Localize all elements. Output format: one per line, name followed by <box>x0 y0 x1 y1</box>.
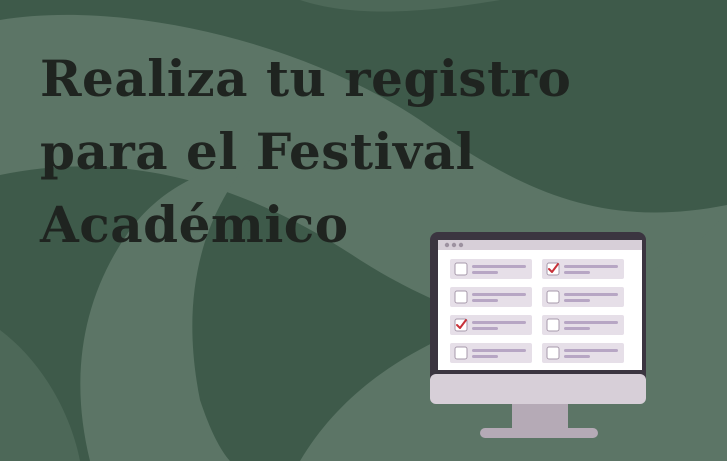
text-line <box>472 271 498 274</box>
form-checklist-item <box>542 315 624 335</box>
text-line <box>564 293 618 296</box>
text-line <box>564 265 618 268</box>
text-line <box>564 327 590 330</box>
text-line <box>564 299 590 302</box>
form-checklist-item <box>450 343 532 363</box>
headline <box>40 42 571 261</box>
form-checklist-item <box>542 259 624 279</box>
text-line <box>472 327 498 330</box>
window-dot <box>459 243 463 247</box>
text-line <box>472 265 526 268</box>
headline-line-3: Académico <box>40 195 349 254</box>
text-line <box>472 349 526 352</box>
text-line <box>472 293 526 296</box>
window-dot <box>445 243 449 247</box>
checkbox <box>547 291 559 303</box>
form-checklist-item <box>542 343 624 363</box>
text-line <box>564 355 590 358</box>
text-line <box>564 349 618 352</box>
checkbox <box>455 347 467 359</box>
text-line <box>472 299 498 302</box>
form-checklist-item <box>450 315 532 335</box>
text-line <box>564 321 618 324</box>
text-line <box>472 355 498 358</box>
text-line <box>472 321 526 324</box>
checkbox <box>455 291 467 303</box>
checkbox <box>455 263 467 275</box>
form-checklist-item <box>450 287 532 307</box>
window-title-bar <box>438 240 642 250</box>
headline-line-2: para el Festival <box>40 122 475 181</box>
computer-monitor-icon <box>430 232 650 442</box>
checkbox <box>547 319 559 331</box>
checkbox <box>547 347 559 359</box>
monitor-base <box>480 428 598 438</box>
form-checklist-item <box>542 287 624 307</box>
form-checklist-item <box>450 259 532 279</box>
headline-line-1: Realiza tu registro <box>40 49 572 108</box>
text-line <box>564 271 590 274</box>
window-dot <box>452 243 456 247</box>
monitor-chin <box>430 374 646 404</box>
